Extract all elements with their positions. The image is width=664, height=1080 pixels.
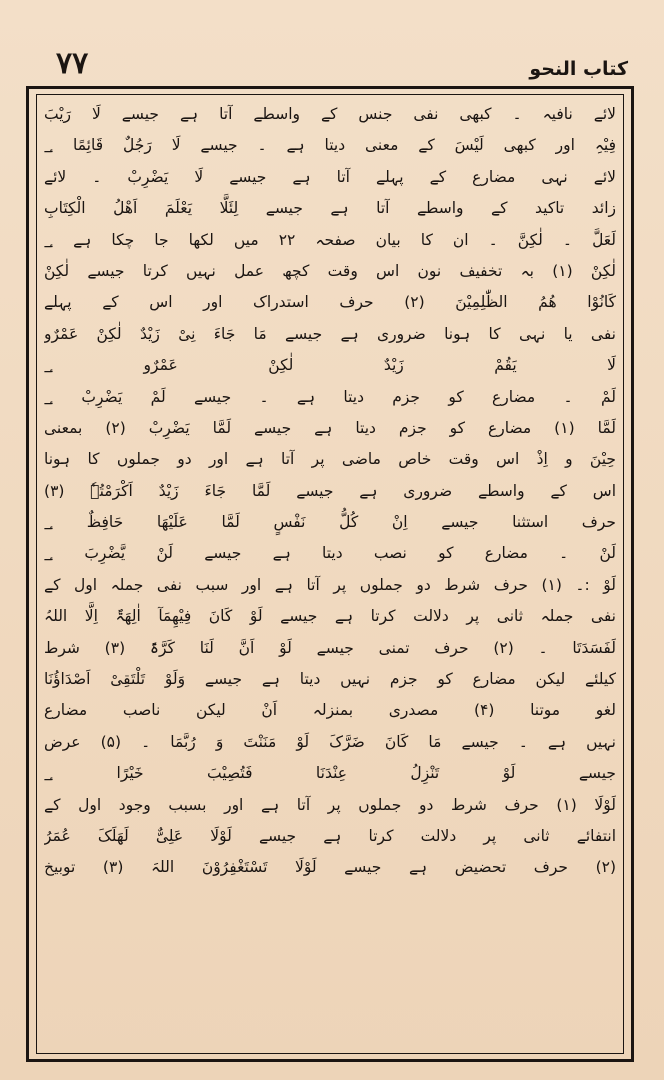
text-line: لَا یَقُمْ زَیْدٌ لٰکِنْ عَمْرٌو ؀ bbox=[44, 356, 616, 375]
text-line: زائد تاکید کے واسطے آتا ہے جیسے لِئَلَّا یَعْلَمَ اَھْلُ الْکِتَابِ bbox=[44, 199, 616, 218]
body-text bbox=[44, 99, 616, 884]
text-line: انتفائے ثانی پر دلالت کرتا ہے جیسے لَوْلَا عَلِیٌّ لَھَلَکَ عُمَرُ bbox=[44, 826, 616, 845]
text-line: نفی جملہ ثانی پر دلالت کرتا ہے جیسے لَوْ کَانَ فِیْھِمَآ اٰلِھَۃٌ اِلَّا اللہُ bbox=[44, 607, 616, 626]
text-line: لائے نافیہ ۔ کبھی نفی جنس کے واسطے آتا ہے جیسے لَا رَیْبَ bbox=[44, 105, 616, 123]
text-line: لائے نہی مضارع کے پہلے آتا ہے جیسے لَا یَضْرِبْ ۔ لائے bbox=[44, 167, 616, 186]
text-line: جیسے لَوْ تَنْزِلُ عِنْدَنَا فَتُصِیْبَ خَیْرًا ؀ bbox=[44, 764, 616, 783]
text-line: حِیْنَ و اِذْ اس وقت خاص ماضی پر آتا ہے اور دو جملوں کا ہونا bbox=[44, 450, 616, 469]
text-line: لَوْلَا (۱) حرف شرط دو جملوں پر آتا ہے اور بسبب وجود اول کے bbox=[44, 795, 616, 814]
text-line: لَفَسَدَتَا ۔ (۲) حرف تمنی جیسے لَوْ اَنَّ لَنَا کَرَّۃً (۳) شرط bbox=[44, 638, 616, 657]
page-number: ۷۷ bbox=[56, 46, 89, 81]
text-line: لٰکِنْ (۱) بہ تخفیف نون اس وقت کچھ عمل نہیں کرتا جیسے لٰکِنْ bbox=[44, 261, 616, 280]
text-line: (۲) حرف تحضیض ہے جیسے لَوْلَا تَسْتَغْفِرُوْنَ اللہَ (۳) توبیخ bbox=[44, 858, 616, 877]
text-line: نفی یا نہی کا ہونا ضروری ہے جیسے مَا جَاءَ نِیْ زَیْدٌ لٰکِنْ عَمْرٌو bbox=[44, 324, 616, 343]
text-line: نہیں ہے ۔ جیسے مَا کَانَ ضَرَّکَ لَوْ مَنَنْتَ وَ رُبَّمَا ۔ (۵) عرض bbox=[44, 732, 616, 751]
text-line: اس کے واسطے ضروری ہے جیسے لَمَّا جَاءَ زَیْدٌ اَکْرَمْتُہٗ (۳) bbox=[44, 481, 616, 500]
text-line: لَمَّا (۱) مضارع کو جزم دیتا ہے جیسے لَمَّا یَضْرِبْ (۲) بمعنی bbox=[44, 418, 616, 437]
text-line: حرف استثنا جیسے اِنْ کُلُّ نَفْسٍ لَمَّا عَلَیْھَا حَافِظٌ ؀ bbox=[44, 513, 616, 532]
text-line: لَنْ ۔ مضارع کو نصب دیتا ہے جیسے لَنْ یَّضْرِبَ ؀ bbox=[44, 544, 616, 563]
text-line: لَعَلَّ ۔ لٰکِنَّ ۔ ان کا بیان صفحہ ۲۲ میں لکھا جا چکا ہے ؀ bbox=[44, 230, 616, 249]
running-head: کتاب النحو bbox=[529, 58, 628, 80]
text-line: کیلئے لیکن مضارع کو جزم نہیں دیتا ہے جیسے وَلَوْ تَلْتَقِیْ اَصْدَاؤُنَا bbox=[44, 670, 616, 689]
text-line: کَانُوْا ھُمُ الظّٰلِمِیْنَ (۲) حرف استدراک اور اس کے پہلے bbox=[44, 293, 616, 312]
text-line: فِیْہِ اور کبھی لَیْسَ کے معنی دیتا ہے ۔ جیسے لَا رَجُلٌ قَائِمًا ؀ bbox=[44, 136, 616, 155]
text-line: لَمْ ۔ مضارع کو جزم دیتا ہے ۔ جیسے لَمْ یَضْرِبْ ؀ bbox=[44, 387, 616, 406]
text-line: لَوْ :۔ (۱) حرف شرط دو جملوں پر آتا ہے اور سبب نفی جملہ اول کے bbox=[44, 575, 616, 594]
text-line: لغو موتنا (۴) مصدری بمنزلہ اَنْ لیکن ناصب مضارع bbox=[44, 701, 616, 720]
